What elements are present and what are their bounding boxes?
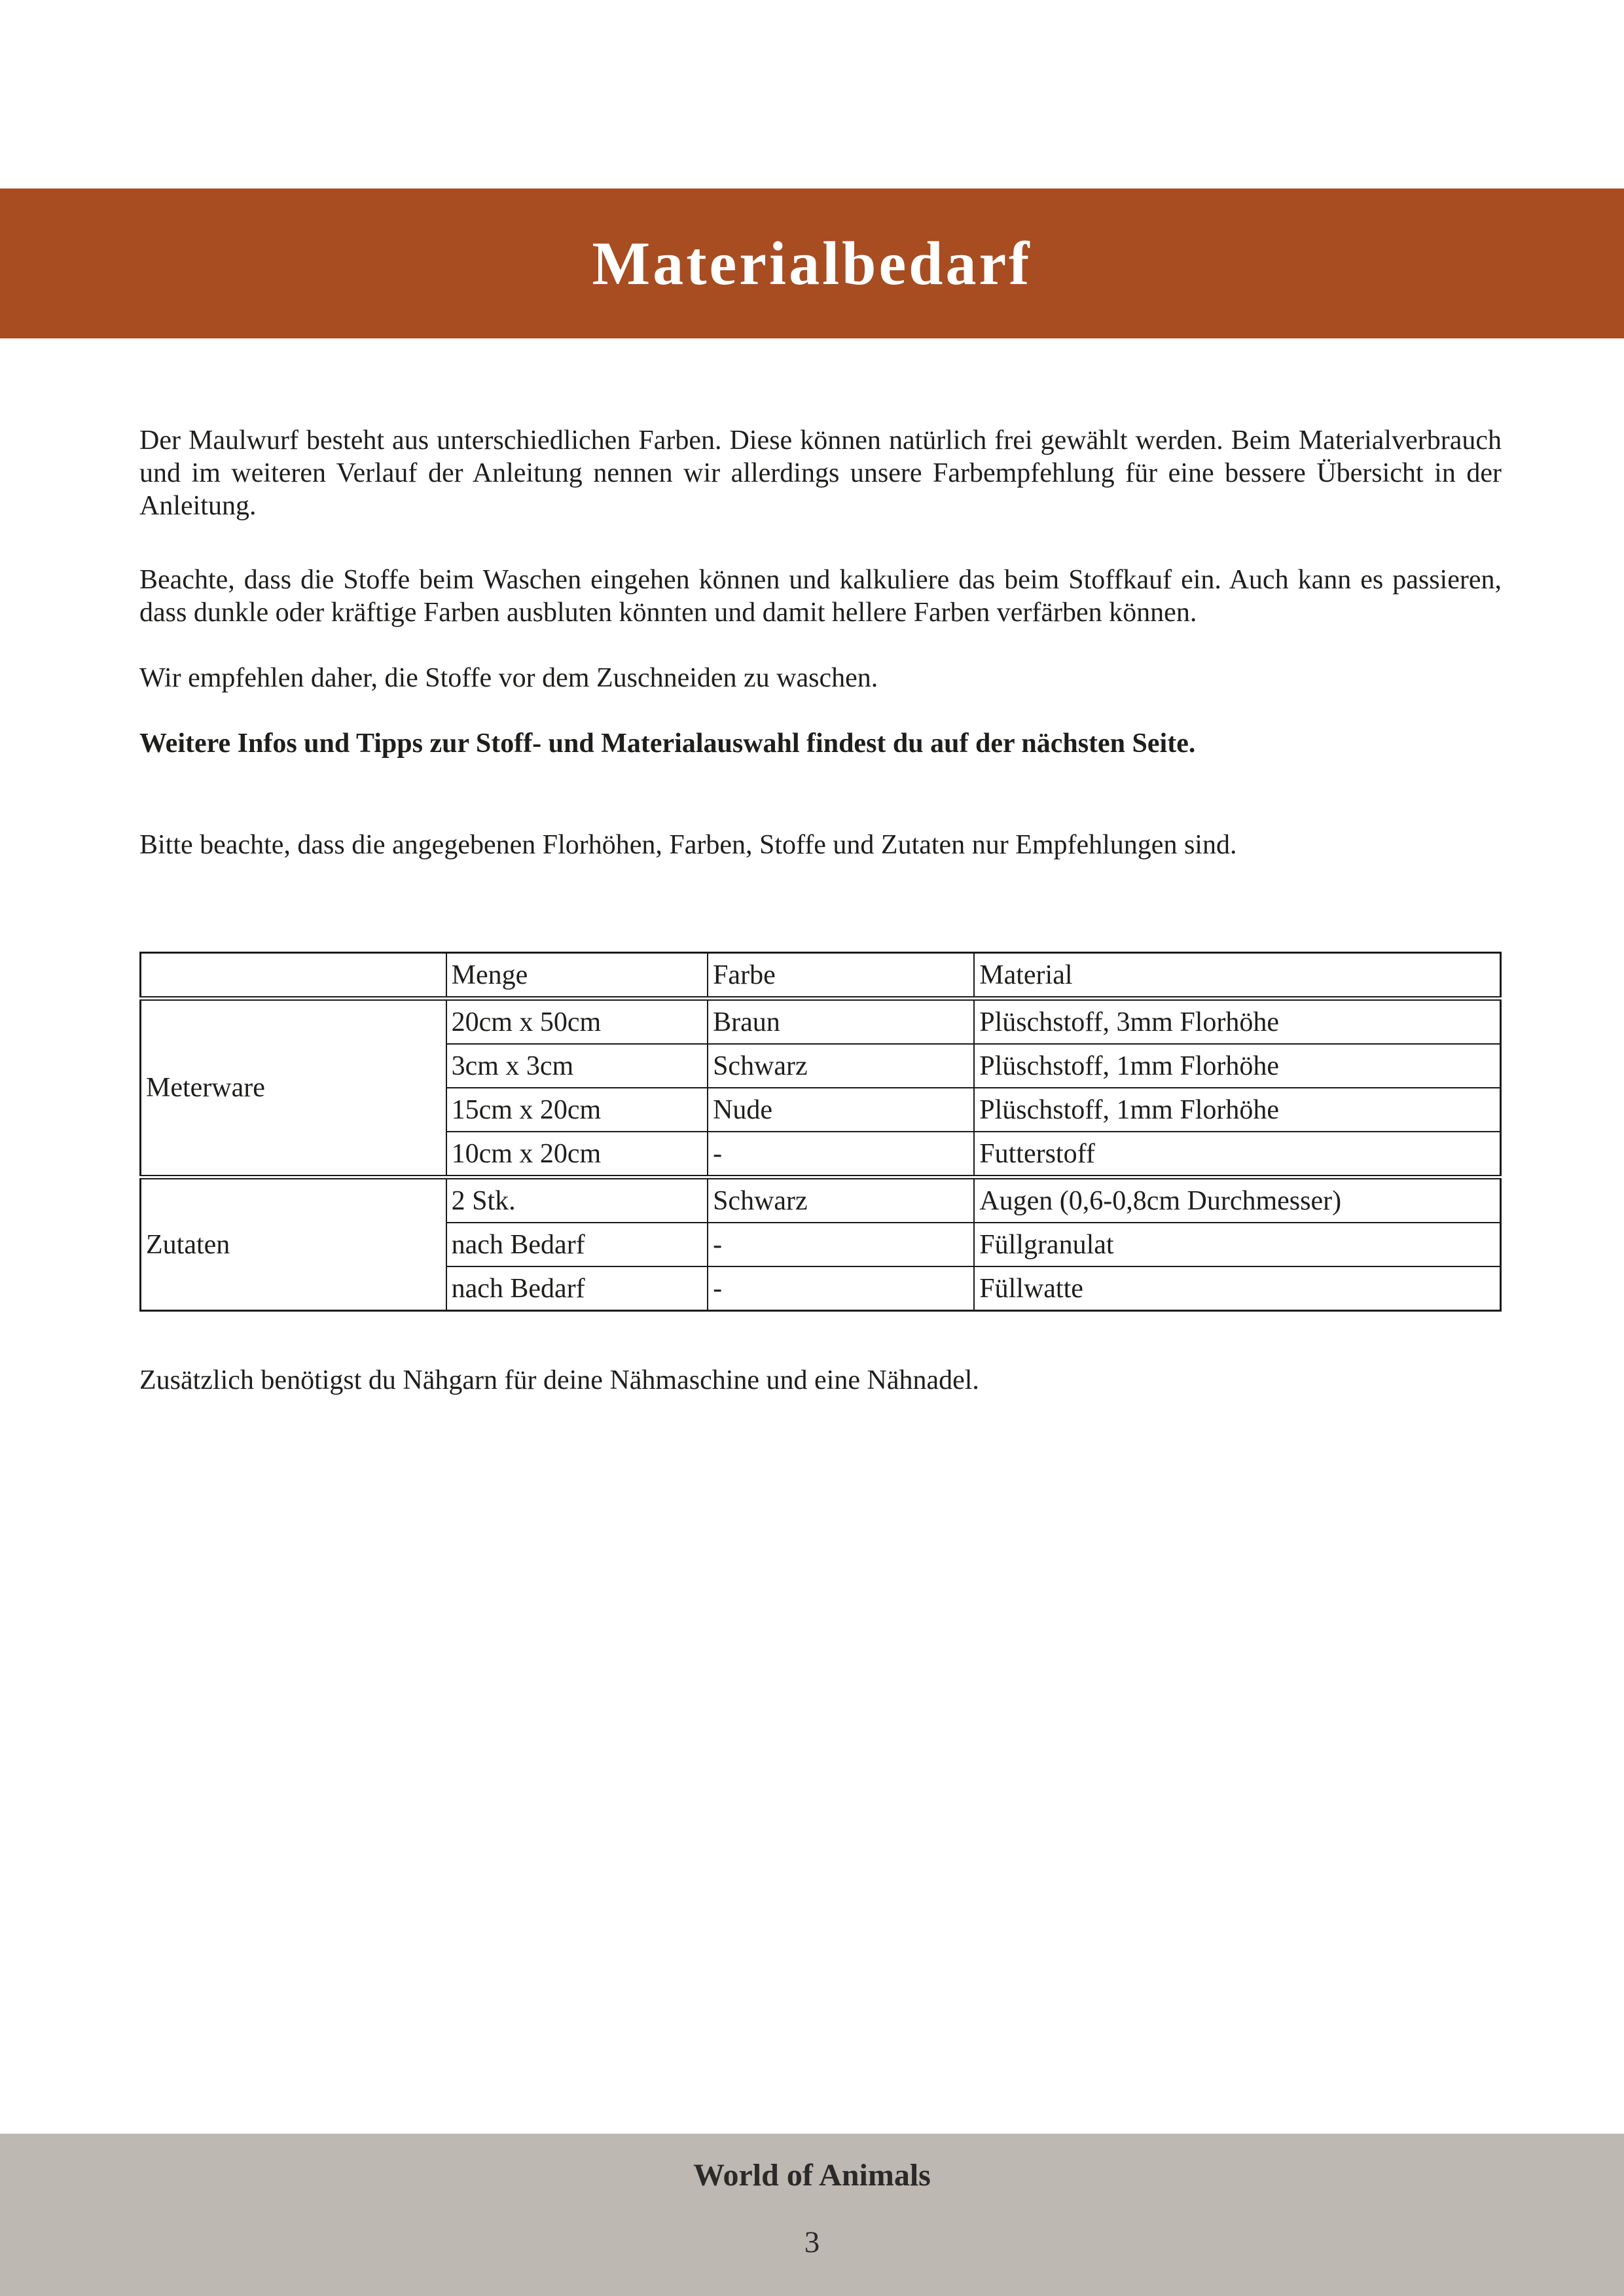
page-content — [139, 424, 1502, 1397]
table-cell-material: Futterstoff — [974, 1132, 1500, 1177]
body-paragraph: Wir empfehlen daher, die Stoffe vor dem Zuschneiden zu waschen. — [139, 663, 878, 693]
closing-note: Zusätzlich benötigst du Nähgarn für deine Nähmaschine und eine Nähnadel. — [139, 1365, 979, 1395]
table-cell-material: Plüschstoff, 1mm Florhöhe — [974, 1088, 1500, 1132]
page-number: 3 — [804, 2225, 820, 2259]
table-cell-menge: 20cm x 50cm — [446, 999, 708, 1045]
table-cell-farbe: Schwarz — [708, 1044, 974, 1088]
body-paragraphs — [139, 424, 1502, 861]
table-header-cell: Farbe — [708, 953, 974, 999]
table-row — [141, 999, 1501, 1045]
materials-table — [139, 952, 1502, 1312]
table-cell-menge: nach Bedarf — [446, 1223, 708, 1266]
page-title: Materialbedarf — [592, 229, 1032, 298]
table-cell-farbe: Braun — [708, 999, 974, 1045]
table-header-cell: Menge — [446, 953, 708, 999]
table-cell-menge: nach Bedarf — [446, 1266, 708, 1311]
table-cell-material: Füllwatte — [974, 1266, 1500, 1311]
group-label-cell: Meterware — [141, 999, 446, 1177]
table-cell-farbe: - — [708, 1223, 974, 1266]
table-cell-menge: 3cm x 3cm — [446, 1044, 708, 1088]
table-header-row — [141, 953, 1501, 999]
page-footer — [0, 2134, 1624, 2296]
table-cell-material: Augen (0,6-0,8cm Durchmesser) — [974, 1177, 1500, 1223]
table-cell-menge: 2 Stk. — [446, 1177, 708, 1223]
table-header-cell: Material — [974, 953, 1500, 999]
title-banner — [0, 188, 1624, 338]
table-cell-farbe: Nude — [708, 1088, 974, 1132]
body-paragraph: Beachte, dass die Stoffe beim Waschen eingehen können und kalkuliere das beim Stoffkauf ein. Auch kann es passieren, dass dunkle oder kräftige Farben ausbluten könnten und damit hellere Farben verfärben können. — [139, 565, 1502, 628]
table-cell-material: Plüschstoff, 1mm Florhöhe — [974, 1044, 1500, 1088]
table-cell-menge: 10cm x 20cm — [446, 1132, 708, 1177]
table-cell-material: Füllgranulat — [974, 1223, 1500, 1266]
body-paragraph: Der Maulwurf besteht aus unterschiedlichen Farben. Diese können natürlich frei gewählt werden. Beim Materialverbrauch und im weiteren Verlauf der Anleitung nennen wir allerdings unsere Farbempfehlung für eine bessere Übersicht in der Anleitung. — [139, 425, 1502, 521]
footer-brand: World of Animals — [693, 2158, 931, 2193]
body-paragraph: Bitte beachte, dass die angegebenen Florhöhen, Farben, Stoffe und Zutaten nur Empfehlungen sind. — [139, 830, 1237, 860]
group-label-cell: Zutaten — [141, 1177, 446, 1311]
table-header-cell — [141, 953, 446, 999]
body-paragraph: Weitere Infos und Tipps zur Stoff- und Materialauswahl findest du auf der nächsten Seite. — [139, 728, 1196, 759]
table-row — [141, 1177, 1501, 1223]
table-cell-farbe: Schwarz — [708, 1177, 974, 1223]
table-cell-farbe: - — [708, 1266, 974, 1311]
table-cell-farbe: - — [708, 1132, 974, 1177]
table-cell-menge: 15cm x 20cm — [446, 1088, 708, 1132]
table-cell-material: Plüschstoff, 3mm Florhöhe — [974, 999, 1500, 1045]
